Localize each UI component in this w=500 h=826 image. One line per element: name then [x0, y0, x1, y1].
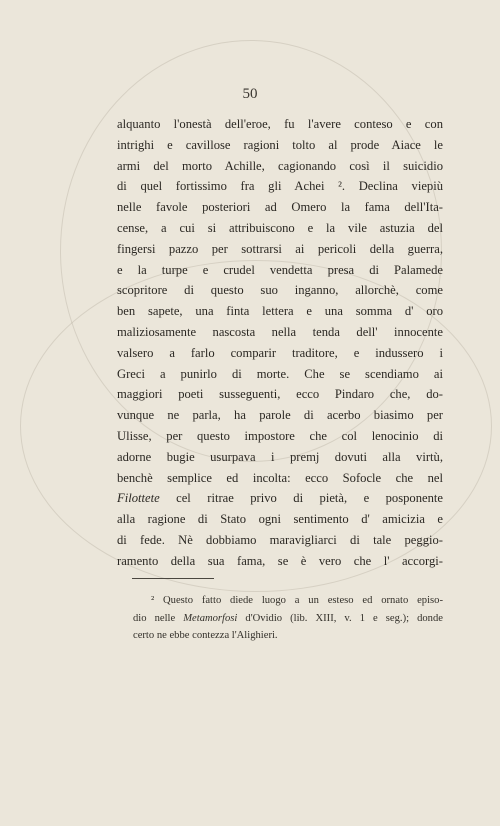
text-line: maliziosamente nascosta nella tenda dell' innocente — [117, 324, 443, 339]
text-line: adorne bugie usurpava i premj dovuti alla virtù, — [117, 449, 443, 464]
text-line: di fede. Nè dobbiamo maravigliarci di tale peggio- — [117, 532, 443, 547]
footnote — [133, 592, 443, 645]
text-line: alla ragione di Stato ogni sentimento d' amicizia e — [117, 512, 443, 527]
text-line: cense, a cui si attribuiscono e la vile astuzia del — [117, 220, 443, 235]
text-line: alquanto l'onestà dell'eroe, fu l'avere conteso e con — [117, 117, 443, 131]
text-line: armi del morto Achille, cagionando così il suicidio — [117, 158, 443, 173]
text-line: vunque ne parla, ha parole di acerbo biasimo per — [117, 408, 443, 423]
footnote-line: certo ne ebbe contezza l'Alighieri. — [133, 630, 278, 641]
italic-title: Filottete — [117, 491, 160, 506]
footnote-text: d'Ovidio (lib. XIII, v. 1 e seg.); donde — [245, 612, 443, 624]
footnote-italic-title: Metamorfosi — [183, 612, 238, 624]
text-line-rest: cel ritrae privo di pietà, e posponente — [176, 491, 443, 506]
text-line: fingersi pazzo per sottrarsi ai pericoli della guerra, — [117, 241, 443, 256]
text-line: nelle favole posteriori ad Omero la fama dell'Ita- — [117, 200, 443, 215]
text-line-with-italic — [117, 488, 443, 509]
footnote-line-with-italic — [133, 610, 443, 628]
text-line: valsero a farlo comparir traditore, e indussero i — [117, 345, 443, 360]
footnote-divider — [132, 578, 214, 579]
text-line: ben sapete, una finta lettera e una somma d' oro — [117, 304, 443, 319]
text-line: Ulisse, per questo impostore che col lenocinio di — [117, 428, 443, 443]
text-line: scopritore di questo suo inganno, allorchè, come — [117, 283, 443, 298]
text-line: intrighi e cavillose ragioni tolto al prode Aiace le — [117, 137, 443, 152]
text-line: ramento della sua fama, se è vero che l' accorgi- — [117, 553, 443, 568]
footnote-text: dio nelle — [133, 612, 176, 624]
text-line: Greci a punirlo di morte. Che se scendiamo ai — [117, 366, 443, 381]
text-line: benchè semplice ed incolta: ecco Sofocle che nel — [117, 470, 443, 485]
page-number: 50 — [242, 86, 258, 102]
text-line: di quel fortissimo fra gli Achei ². Declina viepiù — [117, 179, 443, 194]
text-line: e la turpe e crudel vendetta presa di Palamede — [117, 262, 443, 277]
text-line: maggiori poeti susseguenti, ecco Pindaro che, do- — [117, 387, 443, 402]
footnote-line: ² Questo fatto diede luogo a un esteso ed ornato episo- — [151, 595, 443, 606]
body-text — [117, 114, 443, 572]
